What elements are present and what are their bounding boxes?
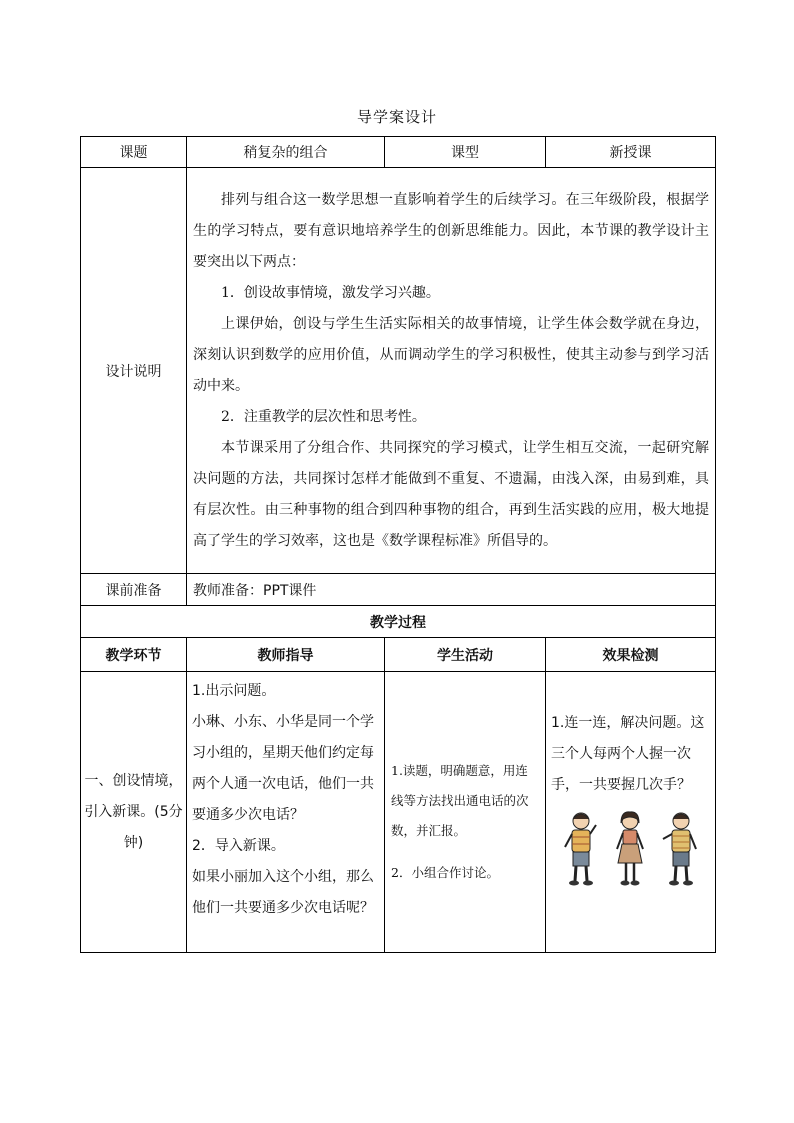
- design-paragraph: 排列与组合这一数学思想一直影响着学生的后续学习。在三年级阶段，根据学生的学习特点，要有意识地培养学生的创新思维能力。因此，本节课的教学设计主要突出以下两点：: [193, 191, 709, 270]
- check-cell: [546, 672, 716, 953]
- design-row: [81, 168, 716, 574]
- process-column-headers: [81, 638, 716, 672]
- col-header-student: 学生活动: [385, 638, 546, 672]
- child-boy-icon: [659, 811, 701, 887]
- topic-value: 稍复杂的组合: [187, 137, 385, 168]
- design-paragraph: 本节课采用了分组合作、共同探究的学习模式，让学生相互交流，一起研究解决问题的方法，共同探讨怎样才能做到不重复、不遗漏，由浅入深，由易到难，具有层次性。由三种事物的组合到四种事物的组合，再到生活实践的应用，极大地提高了学生的学习效率，这也是《数学课程标准》所倡导的。: [193, 439, 709, 549]
- prep-value: 教师准备：PPT课件: [187, 574, 716, 606]
- teacher-line: 小琳、小东、小华是同一个学习小组的，星期天他们约定每两个人通一次电话，他们一共要通多少次电话？: [192, 714, 374, 823]
- teacher-cell: [187, 672, 385, 953]
- student-cell: [385, 672, 546, 953]
- child-boy-icon: [561, 811, 601, 887]
- teacher-line: 如果小丽加入这个小组，那么他们一共要通多少次电话呢？: [192, 869, 374, 916]
- col-header-stage: 教学环节: [81, 638, 187, 672]
- page-title: 导学案设计: [356, 108, 437, 126]
- process-heading-row: [81, 606, 716, 638]
- design-paragraph: 2．注重教学的层次性和思考性。: [221, 408, 426, 425]
- design-description: [187, 168, 716, 574]
- stage-cell: 一、创设情境，引入新课。(5分钟): [81, 672, 187, 953]
- teacher-line: 1.出示问题。: [192, 683, 276, 699]
- child-girl-icon: [611, 811, 649, 887]
- topic-label: 课题: [81, 137, 187, 168]
- prep-label: 课前准备: [81, 574, 187, 606]
- prep-row: [81, 574, 716, 606]
- header-row: [81, 137, 716, 168]
- check-text: 1.连一连，解决问题。这三个人每两个人握一次手，一共要握几次手？: [551, 715, 705, 793]
- design-paragraph: 1．创设故事情境，激发学习兴趣。: [221, 284, 440, 301]
- type-label: 课型: [385, 137, 546, 168]
- process-heading: 教学过程: [81, 606, 716, 638]
- teacher-line: 2．导入新课。: [192, 838, 285, 854]
- lesson-plan-table: [80, 136, 716, 953]
- col-header-teacher: 教师指导: [187, 638, 385, 672]
- three-children-illustration: [551, 811, 710, 887]
- student-line: 2．小组合作讨论。: [391, 865, 499, 880]
- design-paragraph: 上课伊始，创设与学生生活实际相关的故事情境，让学生体会数学就在身边，深刻认识到数学的应用价值，从而调动学生的学习积极性，使其主动参与到学习活动中来。: [193, 315, 709, 394]
- process-row: [81, 672, 716, 953]
- type-value: 新授课: [546, 137, 716, 168]
- col-header-check: 效果检测: [546, 638, 716, 672]
- student-line: 1.读题，明确题意，用连线等方法找出通电话的次数，并汇报。: [391, 763, 529, 838]
- design-label: 设计说明: [81, 168, 187, 574]
